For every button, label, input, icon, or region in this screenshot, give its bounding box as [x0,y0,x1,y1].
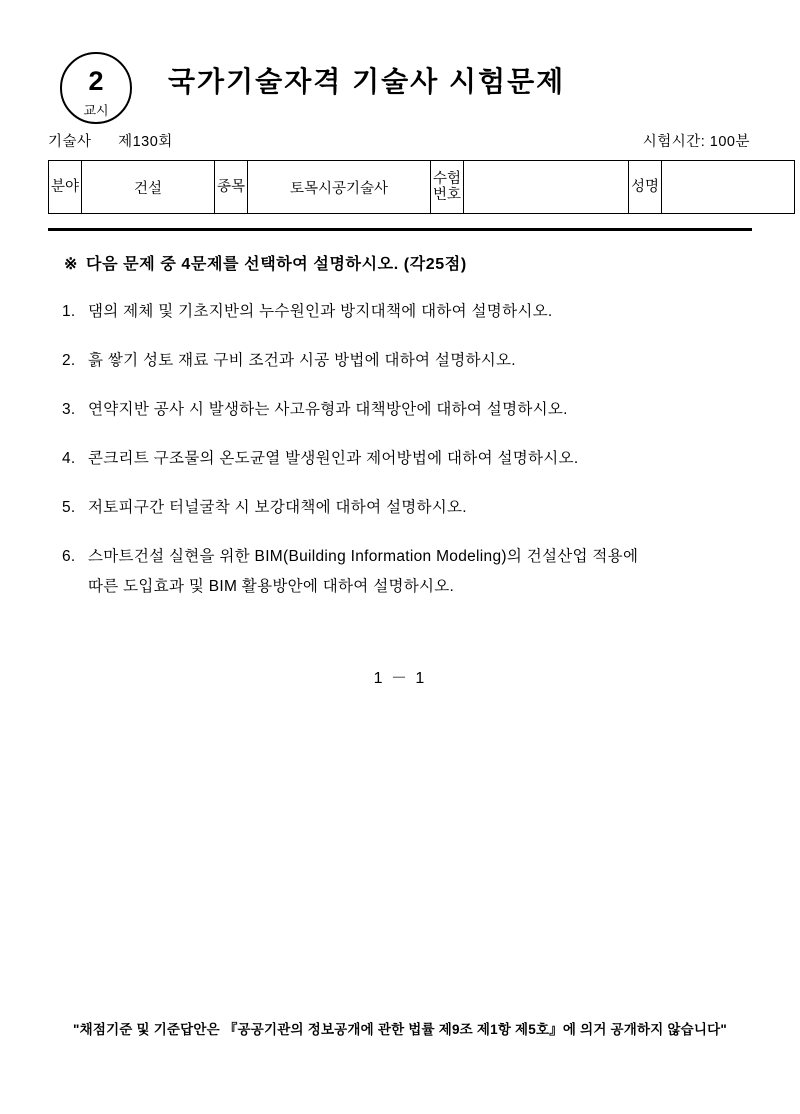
page-number: 1 － 1 [373,670,427,688]
question-text: 흙 쌓기 성토 재료 구비 조건과 시공 방법에 대하여 설명하시오. [88,352,516,370]
question-number: 6. [62,548,76,566]
question-number: 1. [62,303,76,320]
exam-period-badge [60,52,132,124]
question-text: 콘크리트 구조물의 온도균열 발생원인과 제어방법에 대하여 설명하시오. [88,450,579,468]
exam-number-value-cell [464,161,629,214]
list-item [62,300,746,324]
question-text-line-2: 따른 도입효과 및 BIM 활용방안에 대하여 설명하시오. [88,578,455,596]
subject-label-cell: 종목 [215,161,248,214]
field-value-cell: 건설 [82,161,215,214]
qualification-label: 기술사 [48,134,92,150]
table-row [49,161,795,214]
footer-notice: "채점기준 및 기준답안은 『공공기관의 정보공개에 관한 법률 제9조 제1항 제5호』에 의거 공개하지 않습니다" [72,1022,727,1037]
exam-round: 제130회 [118,134,173,150]
field-label-cell: 분야 [49,161,82,214]
question-number: 5. [62,499,76,517]
exam-period-number: 2 [88,66,104,96]
exam-number-label-cell: 수험번호 [431,161,464,214]
meta-row [48,130,752,156]
exam-info-table [48,160,795,214]
section-divider [48,228,752,231]
name-value-cell [662,161,795,214]
page-header [48,0,752,118]
question-list [48,300,752,599]
list-item [62,349,746,373]
question-text: 저토피구간 터널굴착 시 보강대책에 대하여 설명하시오. [88,499,467,517]
reference-mark-icon: ※ [64,256,79,273]
question-text [88,545,746,599]
list-item [62,447,746,471]
question-number: 2. [62,352,76,370]
list-item [62,545,746,599]
exam-time: 시험시간: 100분 [642,134,750,150]
list-item [62,496,746,520]
instruction-text [48,251,752,274]
question-text: 연약지반 공사 시 발생하는 사고유형과 대책방안에 대하여 설명하시오. [88,401,568,419]
list-item [62,398,746,422]
page-title: 국가기술자격 기술사 시험문제 [168,66,566,97]
question-number: 4. [62,450,76,468]
question-text: 댐의 제체 및 기초지반의 누수원인과 방지대책에 대하여 설명하시오. [88,303,553,320]
question-text-line-1: 스마트건설 실현을 위한 BIM(Building Information Modeling)의 건설산업 적용에 [88,548,639,566]
exam-period-label: 교시 [83,103,109,118]
instruction-body: 다음 문제 중 4문제를 선택하여 설명하시오. (각25점) [86,256,467,273]
subject-value-cell: 토목시공기술사 [248,161,431,214]
question-number: 3. [62,401,76,419]
qualification-and-round [48,130,173,151]
name-label-cell: 성명 [629,161,662,214]
